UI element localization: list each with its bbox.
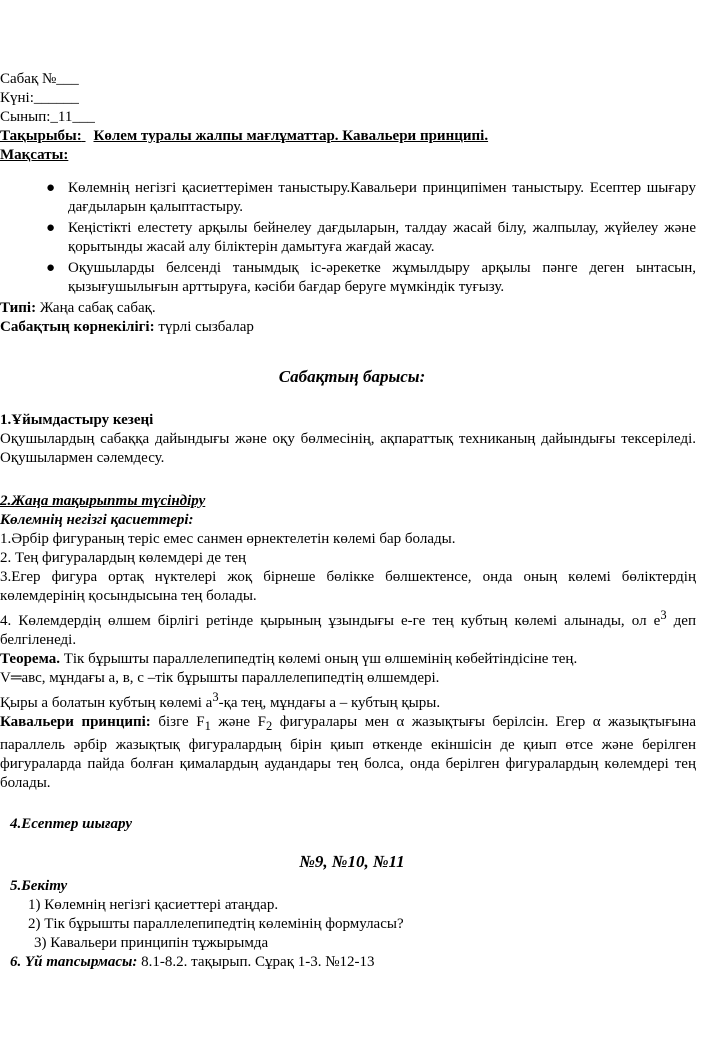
superscript: 3 — [212, 690, 219, 704]
subscript: 2 — [265, 719, 273, 733]
property-1: 1.Әрбір фигураның теріс емес санмен өрнектелетін көлемі бар болады. — [0, 531, 456, 547]
stage1-title: 1.Ұйымдастыру кезеңі — [0, 412, 154, 428]
theorem — [0, 650, 704, 669]
review-question-2: 2) Тік бұрышты параллелепипедтің көлемінің формуласы? — [28, 916, 404, 932]
goal-text: Оқушыларды белсенді танымдық іс-әрекетке жұмылдыру арқылы пәнге деген ынтасын, қызығушылығын арттыруға, кәсіби бағдар беруге мүмкіндік туғызу. — [68, 260, 696, 295]
property-4 — [0, 606, 704, 650]
property-4-text-end: деп белгіленеді. — [0, 613, 696, 648]
stage4-title: 4.Есептер шығару — [10, 816, 132, 832]
bullet-icon: ● — [46, 260, 56, 276]
cube-text: Қыры а болатын кубтың көлемі а — [0, 695, 213, 711]
cube-volume — [0, 688, 704, 713]
type-value: Жаңа сабақ сабақ. — [36, 300, 156, 316]
cavalieri-text: фигуралары мен α жазықтығы берілсін. Егер α жазықтығына параллель әрбір жазықтық фигуралардың бірін қиып өткенде екіншісін де қиып өтсе және берілген фигураларда пайда болған қималардың аудандары тең болса, онда берілген фигуралардың көлемдері тең болады. — [0, 714, 697, 791]
lesson-grade: Сынып:_11___ — [0, 109, 95, 125]
lesson-day: Күні:______ — [0, 90, 79, 106]
homework — [0, 953, 704, 972]
stage2-title: 2.Жаңа тақырыпты түсіндіру — [0, 493, 206, 509]
topic-label: Тақырыбы: — [0, 128, 82, 144]
review-question-1: 1) Көлемнің негізгі қасиеттері атаңдар. — [28, 897, 279, 913]
goals-label: Мақсаты: — [0, 147, 69, 163]
cube-text-end: -қа тең, мұндағы а – кубтың қыры. — [218, 695, 441, 711]
volume-formula: V═авс, мұндағы а, в, с –тік бұрышты параллелепипедтің өлшемдері. — [0, 670, 440, 686]
stage4-tasks: №9, №10, №11 — [299, 852, 405, 871]
cavalieri-principle — [0, 713, 704, 793]
goal-text: Кеңістікті елестету арқылы бейнелеу дағдыларын, талдау жасай білу, жалпылау, жүйелеу және қорытынды жасай алу біліктерін дамытуға жағдай жасау. — [68, 220, 696, 255]
superscript: 3 — [660, 608, 667, 622]
visual-value: түрлі сызбалар — [154, 319, 254, 335]
homework-label: 6. Үй тапсырмасы: — [10, 954, 138, 970]
goal-item — [46, 219, 704, 257]
property-3: 3.Егер фигура ортақ нүктелері жоқ бірнеше бөлікке бөлшектенсе, онда оның көлемі бөліктердің көлемдерінің қосындысына тең болады. — [0, 569, 696, 604]
stage5-title: 5.Бекіту — [10, 878, 68, 894]
goal-item — [46, 259, 704, 297]
cavalieri-text: бізге F — [150, 714, 205, 730]
lesson-plan-document — [0, 70, 704, 972]
goal-item — [46, 179, 704, 217]
stage2-subtitle: Көлемнің негізгі қасиеттері: — [0, 512, 194, 528]
property-2: 2. Тең фигуралардың көлемдері де тең — [0, 550, 247, 566]
theorem-text: Тік бұрышты параллелепипедтің көлемі оның үш өлшемінің көбейтіндісіне тең. — [59, 651, 578, 667]
stage1-text: Оқушылардың сабаққа дайындығы және оқу бөлмесінің, ақпараттық техниканың дайындығы тексеріледі. Оқушылармен сәлемдесу. — [0, 431, 696, 466]
bullet-icon: ● — [46, 180, 56, 196]
goals-list — [0, 179, 704, 297]
review-question-3: 3) Кавальери принципін тұжырымда — [34, 935, 269, 951]
lesson-visuals — [0, 318, 704, 337]
theorem-label: Теорема. — [0, 651, 60, 667]
subscript: 1 — [204, 719, 211, 733]
topic-line — [0, 127, 704, 146]
visual-label: Сабақтың көрнекілігі: — [0, 319, 155, 335]
homework-text: 8.1-8.2. тақырып. Сұрақ 1-3. №12-13 — [137, 954, 375, 970]
type-label: Типі: — [0, 300, 37, 316]
lesson-number: Сабақ №___ — [0, 71, 79, 87]
topic-text: Көлем туралы жалпы мағлұматтар. Кавальери принципі. — [93, 128, 489, 144]
cavalieri-text: және F — [210, 714, 266, 730]
lesson-type — [0, 299, 704, 318]
bullet-icon: ● — [46, 220, 56, 236]
goal-text: Көлемнің негізгі қасиеттерімен таныстыру.Кавальери принципімен таныстыру. Есептер шығару дағдыларын қалыптастыру. — [68, 180, 696, 215]
cavalieri-label: Кавальери принципі: — [0, 714, 151, 730]
progress-title: Сабақтың барысы: — [278, 367, 426, 386]
property-4-text: 4. Көлемдердің өлшем бірлігі ретінде қырының ұзындығы е-ге тең кубтың көлемі алынады, ол е — [0, 613, 661, 629]
